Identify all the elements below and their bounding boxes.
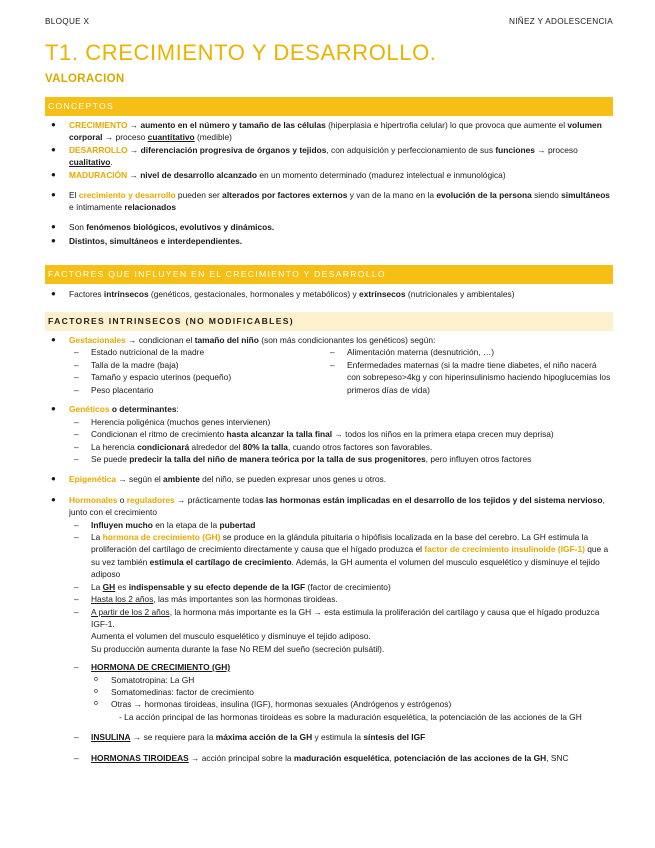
sub-item: – La GH es indispensable y su efecto depende de la IGF (factor de crecimiento) <box>74 581 391 592</box>
gh-item-note: - La acción principal de las hormonas tiroideas es sobre la maduración esquelética, la potenciación de las acciones de la GH <box>119 711 582 722</box>
sub-item-tiroideas: – HORMONAS TIROIDEAS → acción principal sobre la maduración esquelética, potenciación de las acciones de la GH, SNC <box>74 752 569 763</box>
sub-item: – Influyen mucho en la etapa de la pubertad <box>74 519 256 530</box>
section-factores: FACTORES QUE INFLUYEN EN EL CRECIMIENTO Y DESARROLLO <box>45 265 613 284</box>
sub-item: – Se puede predecir la talla del niño de manera teórica por la talla de sus progenitores, pero influyen otros factores <box>74 454 532 465</box>
sub-item: – Herencia poligénica (muchos genes intervienen) <box>74 416 271 427</box>
header-left: BLOQUE X <box>45 17 90 26</box>
factores-list <box>45 288 613 300</box>
sub-item: – A partir de los 2 años, la hormona más importante es la GH → esta estimula la proliferación del cartílago y causa que el hígado produzca IGF-1. <box>74 606 600 629</box>
sub-item-insulina: – INSULINA → se requiere para la máxima acción de la GH y estimula la síntesis del IGF <box>74 732 426 743</box>
list-item-hormonales: ● Hormonales o reguladores → prácticamente todas las hormonas están implicadas en el desarrollo de los tejidos y del sistema nervioso, junto con el crecimiento <box>51 494 605 518</box>
list-item: ● Factores intrínsecos (genéticos, gestacionales, hormonales y metabólicos) y extrínsecos (nutricionales y ambientales) <box>51 289 515 299</box>
gestacionales-columns <box>45 346 613 400</box>
sub-item-continuation: Su producción aumenta durante la fase No REM del sueño (secreción pulsátil). <box>91 643 385 654</box>
list-item-geneticos: ● Genéticos o determinantes: <box>51 404 179 415</box>
gh-item: o Otras → hormonas tiroideas, insulina (IGF), hormonas sexuales (Andrógenos y estrógenos) <box>94 699 452 710</box>
page-title: T1. CRECIMIENTO Y DESARROLLO. <box>45 40 437 65</box>
gestacionales-right: – Alimentación materna (desnutrición, …) – Enfermedades maternas (si la madre tiene diabetes, el niño nacerá con sobrepeso>4kg y con hiperinsulinismo haciendo hipoglucemias los primeros días de vida) <box>330 347 611 395</box>
list-item: ● El crecimiento y desarrollo pueden ser alterados por factores externos y van de la mano en la evolución de la persona siendo simultáneos e íntimamente relacionados <box>51 190 610 213</box>
list-item: ● MADURACIÓN → nivel de desarrollo alcanzado en un momento determinado (madurez intelectual e inmunológica) <box>51 170 506 180</box>
sub-item: – Hasta los 2 años, las más importantes son las hormonas tiroideas. <box>74 594 338 605</box>
list-item: ● CRECIMIENTO → aumento en el número y tamaño de las células (hiperplasia e hipertrofia celular) lo que provoca que aumente el volumen corporal → proceso cuantitativo (medible) <box>51 120 602 143</box>
sub-item: – La herencia condicionará alrededor del 80% la talla, cuando otros factores son favorables. <box>74 441 433 452</box>
list-item-epigenetica: ● Epigenética → según el ambiente del niño, se pueden expresar unos genes u otros. <box>51 474 387 485</box>
sub-item-continuation: Aumenta el volumen del musculo esquelético y disminuye el tejido adiposo. <box>91 631 371 642</box>
gh-item: o Somatotropina: La GH <box>94 674 195 685</box>
sub-item: – La hormona de crecimiento (GH) se produce en la glándula pituitaria o hipófisis localizada en la base del cerebro. La GH estimula la proliferación del cartílago de crecimiento directamente y causa que el hígado produzca el factor de crecimiento insulinoide (IGF-1) que a su vez también estimula el cartílago de crecimiento. Además, la GH aumenta el volumen del musculo esquelético y disminuye el tejido adiposo <box>74 532 609 580</box>
list-item: ● DESARROLLO → diferenciación progresiva de órganos y tejidos, con adquisición y perfeccionamiento de sus funciones → proceso cualitativo. <box>51 145 578 168</box>
list-item: ● Distintos, simultáneos e interdependientes. <box>51 236 243 246</box>
page-subtitle: VALORACION <box>45 73 125 85</box>
sub-item: – Condicionan el ritmo de crecimiento hasta alcanzar la talla final → todos los niños en la primera etapa crecen muy deprisa) <box>74 429 554 440</box>
sub-heading-gh: – HORMONA DE CRECIMIENTO (GH) <box>74 662 231 673</box>
section-intrinsecos: FACTORES INTRINSECOS (NO MODIFICABLES) <box>45 312 613 331</box>
list-item: ● Son fenómenos biológicos, evolutivos y dinámicos. <box>51 222 275 232</box>
intrinsecos-content <box>45 334 613 764</box>
gestacionales-left: – Estado nutricional de la madre – Talla de la madre (baja) – Tamaño y espacio uterinos (pequeño) – Peso placentario <box>74 347 232 395</box>
list-item-gestacionales: ● Gestacionales → condicionan el tamaño del niño (son más condicionantes los genéticos) según: <box>51 335 436 345</box>
section-conceptos: CONCEPTOS <box>45 97 613 116</box>
conceptos-list <box>45 119 613 249</box>
gh-item: o Somatomedinas: factor de crecimiento <box>94 686 254 697</box>
header-right: NIÑEZ Y ADOLESCENCIA <box>509 17 613 26</box>
